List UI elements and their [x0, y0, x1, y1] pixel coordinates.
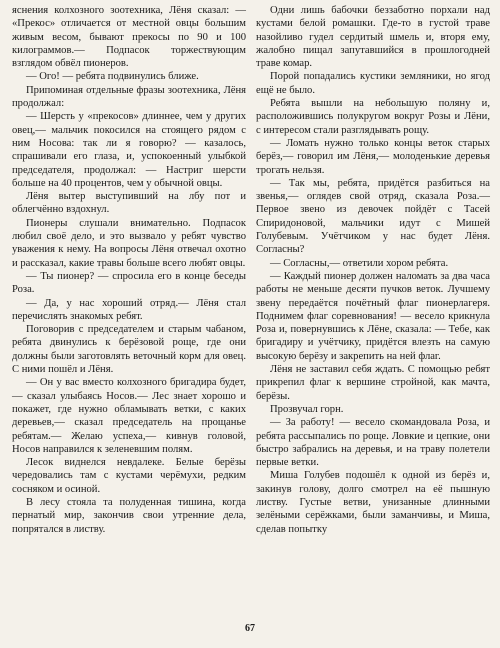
paragraph: — Он у вас вместо колхозного бригадира будет,— сказал улыбаясь Носов.— Лес знает хорошо и покажет, где нужно обламывать ветки, с каких деревьев,— сказал председатель на прощанье ребятам.— Желаю успеха,— кивнув головой, Носов направился к зеленевшим полям. [12, 377, 246, 455]
left-text-column [12, 4, 246, 536]
paragraph: Миша Голубев подошёл к одной из берёз и, закинув голову, долго смотрел на её пышную листву. Густые ветви, унизанные длинными зелёными серёжками, были заманчивы, и Миша, сделав попытку [256, 470, 490, 535]
paragraph: — Ломать нужно только концы веток старых берёз,— говорил им Лёня,— молоденькие деревья трогать нельзя. [256, 137, 490, 176]
page-number: 67 [245, 623, 255, 634]
paragraph: — Ого! — ребята подвинулись ближе. [26, 71, 199, 83]
paragraph: Пионеры слушали внимательно. Подпасок любил своё дело, и это вызвало у ребят чувство уважения к нему. На вопросы Лёня отвечал охотно и рассказал, какие травы больше всего любят овцы. [12, 217, 246, 269]
paragraph: — Согласны,— ответили хором ребята. [270, 257, 449, 269]
right-text-column [256, 4, 490, 536]
paragraph: — За работу! — весело скомандовала Роза, и ребята рассыпались по роще. Ловкие и цепкие, они быстро забрались на деревья, и на траву полетели первые ветки. [256, 417, 490, 469]
paragraph: Лёня вытер выступивший на лбу пот и облегчённо вздохнул. [12, 191, 246, 216]
paragraph: В лесу стояла та полуденная тишина, когда пернатый мир, закончив свои утренние дела, попрятался в листву. [12, 496, 246, 535]
paragraph: — Шерсть у «прекосов» длиннее, чем у других овец,— мальчик покосился на стоящего рядом с ним Носова: так ли я говорю? — казалось, спрашивали его глаза, и, успокоенный улыбкой председателя, продолжал: — Настриг шерсти больше на 40 процентов, чем у обычной овцы. [12, 111, 246, 189]
paragraph: Лёня не заставил себя ждать. С помощью ребят прикрепил флаг к вершине стройной, как мачта, берёзы. [256, 364, 490, 402]
paragraph: яснения колхозного зоотехника, Лёня сказал: — «Прекос» отличается от местной овцы большим живым весом, бывают прекосы по 90 и 100 килограммов.— Подпасок торжествующим взглядом обвёл пионеров. [12, 5, 246, 70]
paragraph: Порой попадались кустики земляники, но ягод ещё не было. [256, 71, 490, 96]
paragraph: Припоминая отдельные фразы зоотехника, Лёня продолжал: [12, 84, 246, 110]
paragraph: Прозвучал горн. [270, 403, 344, 415]
paragraph: — Каждый пионер должен наломать за два часа работы не меньше десяти пучков веток. Лучшему звену передаётся почётный флаг пионерлагеря. Поднимем флаг соревнования! — весело крикнула Роза и, повернувшись к Лёне, сказала: — Тебе, как бригадиру и учётчику, придётся влезть на самую высокую берёзу и закрепить на ней флаг. [256, 270, 490, 362]
paragraph: Лесок виднелся невдалеке. Белые берёзы чередовались там с кустами черёмухи, редким сосняком и осиной. [12, 457, 246, 495]
paragraph: — Ты пионер? — спросила его в конце беседы Роза. [12, 270, 246, 296]
paragraph: — Да, у нас хороший отряд.— Лёня стал перечислять знакомых ребят. [12, 297, 246, 322]
paragraph: — Так мы, ребята, придётся разбиться на звенья,— оглядев свой отряд, сказала Роза.— Первое звено из девочек пойдёт с Тасей Спиридоновой, мальчики идут с Мишей Голубевым. Учётчиком у нас будет Лёня. Согласны? [256, 177, 490, 256]
paragraph: Одни лишь бабочки беззаботно порхали над кустами белой ромашки. Где-то в густой траве назойливо гудел сердитый шмель и, вторя ему, жалобно пищал запутавшийся в прошлогодней траве комар. [256, 5, 490, 70]
paragraph: Ребята вышли на небольшую поляну и, расположившись полукругом вокруг Розы и Лёни, с интересом стали разглядывать рощу. [256, 98, 490, 136]
paragraph: Поговорив с председателем и старым чабаном, ребята двинулись к берёзовой роще, где они должны были заготовлять веточный корм для овец. С ними пошёл и Лёня. [12, 324, 246, 376]
